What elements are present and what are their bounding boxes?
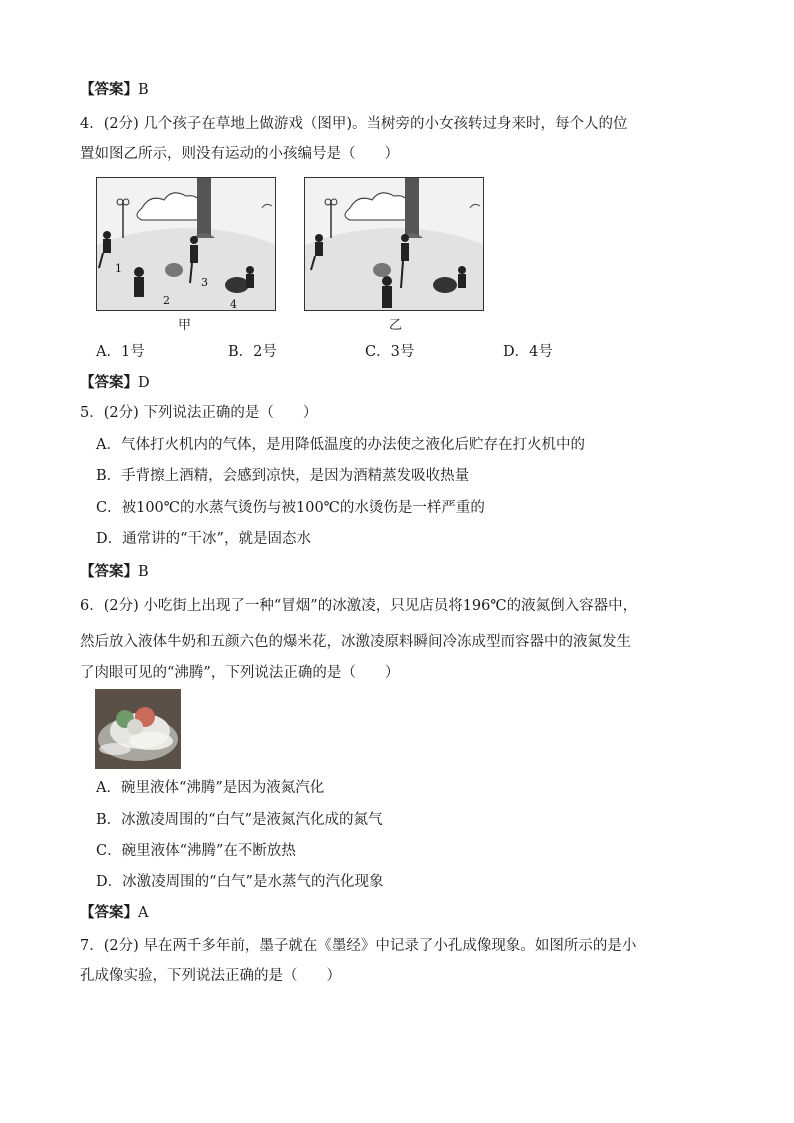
q5-option-a: A．气体打火机内的气体，是用降低温度的办法使之液化后贮存在打火机中的 bbox=[96, 437, 585, 453]
q4-answer bbox=[80, 373, 150, 393]
q5-option-b: B．手背擦上酒精，会感到凉快，是因为酒精蒸发吸收热量 bbox=[96, 468, 470, 484]
figure-jia-label: 甲 bbox=[178, 318, 192, 333]
figure-jia bbox=[96, 177, 276, 311]
q4-option-b: B．2号 bbox=[228, 344, 277, 360]
q5-option-c: C．被100℃的水蒸气烫伤与被100℃的水烫伤是一样严重的 bbox=[96, 500, 485, 516]
q6-option-a: A．碗里液体“沸腾”是因为液氮汽化 bbox=[96, 780, 325, 796]
answer-label: 【答案】 bbox=[80, 905, 138, 921]
q6-option-d: D．冰激凌周围的“白气”是水蒸气的汽化现象 bbox=[96, 874, 384, 890]
kid-number-3: 3 bbox=[201, 276, 208, 289]
q6-stem-line2: 然后放入液体牛奶和五颜六色的爆米花，冰激凌原料瞬间冷冻成型而容器中的液氮发生 bbox=[80, 634, 631, 650]
liquid-nitrogen-ice-cream-photo bbox=[95, 689, 181, 769]
ice-cream-bowl-image bbox=[95, 689, 181, 769]
q6-option-b: B．冰激凌周围的“白气”是液氮汽化成的氮气 bbox=[96, 812, 383, 828]
q7-stem-line1: 7．(2分) 早在两千多年前，墨子就在《墨经》中记录了小孔成像现象。如图所示的是小 bbox=[80, 938, 637, 954]
q4-option-a: A．1号 bbox=[96, 344, 145, 360]
answer-value: B bbox=[138, 82, 149, 98]
q6-stem-line3: 了肉眼可见的“沸腾”，下列说法正确的是（ ） bbox=[80, 665, 400, 681]
q6-option-c: C．碗里液体“沸腾”在不断放热 bbox=[96, 843, 296, 859]
answer-value: B bbox=[138, 564, 149, 580]
playground-scene-yi bbox=[305, 178, 483, 310]
q7-stem-line2: 孔成像实验，下列说法正确的是（ ） bbox=[80, 968, 341, 984]
answer-value: A bbox=[138, 905, 149, 921]
answer-label: 【答案】 bbox=[80, 82, 138, 98]
q4-option-d: D．4号 bbox=[503, 344, 553, 360]
q6-answer bbox=[80, 903, 148, 923]
q4-stem-line1: 4．(2分) 几个孩子在草地上做游戏（图甲)。当树旁的小女孩转过身来时，每个人的位 bbox=[80, 116, 628, 132]
q5-answer bbox=[80, 562, 149, 582]
kid-number-4: 4 bbox=[230, 298, 237, 310]
kid-number-2: 2 bbox=[163, 294, 170, 307]
kid-number-1: 1 bbox=[115, 262, 122, 275]
q4-option-c: C．3号 bbox=[365, 344, 415, 360]
q5-option-d: D．通常讲的“干冰”，就是固态水 bbox=[96, 531, 311, 547]
q5-stem: 5．(2分) 下列说法正确的是（ ） bbox=[80, 405, 318, 421]
answer-value: D bbox=[138, 375, 150, 391]
answer-label: 【答案】 bbox=[80, 375, 138, 391]
q3-answer bbox=[80, 80, 149, 100]
answer-label: 【答案】 bbox=[80, 564, 138, 580]
figure-yi-label: 乙 bbox=[389, 318, 403, 333]
q6-stem-line1: 6．(2分) 小吃街上出现了一种“冒烟”的冰激凌，只见店员将196℃的液氮倒入容器中， bbox=[80, 598, 638, 614]
q4-stem-line2: 置如图乙所示，则没有运动的小孩编号是（ ） bbox=[80, 146, 399, 162]
figure-yi bbox=[304, 177, 484, 311]
playground-scene-jia bbox=[97, 178, 275, 310]
